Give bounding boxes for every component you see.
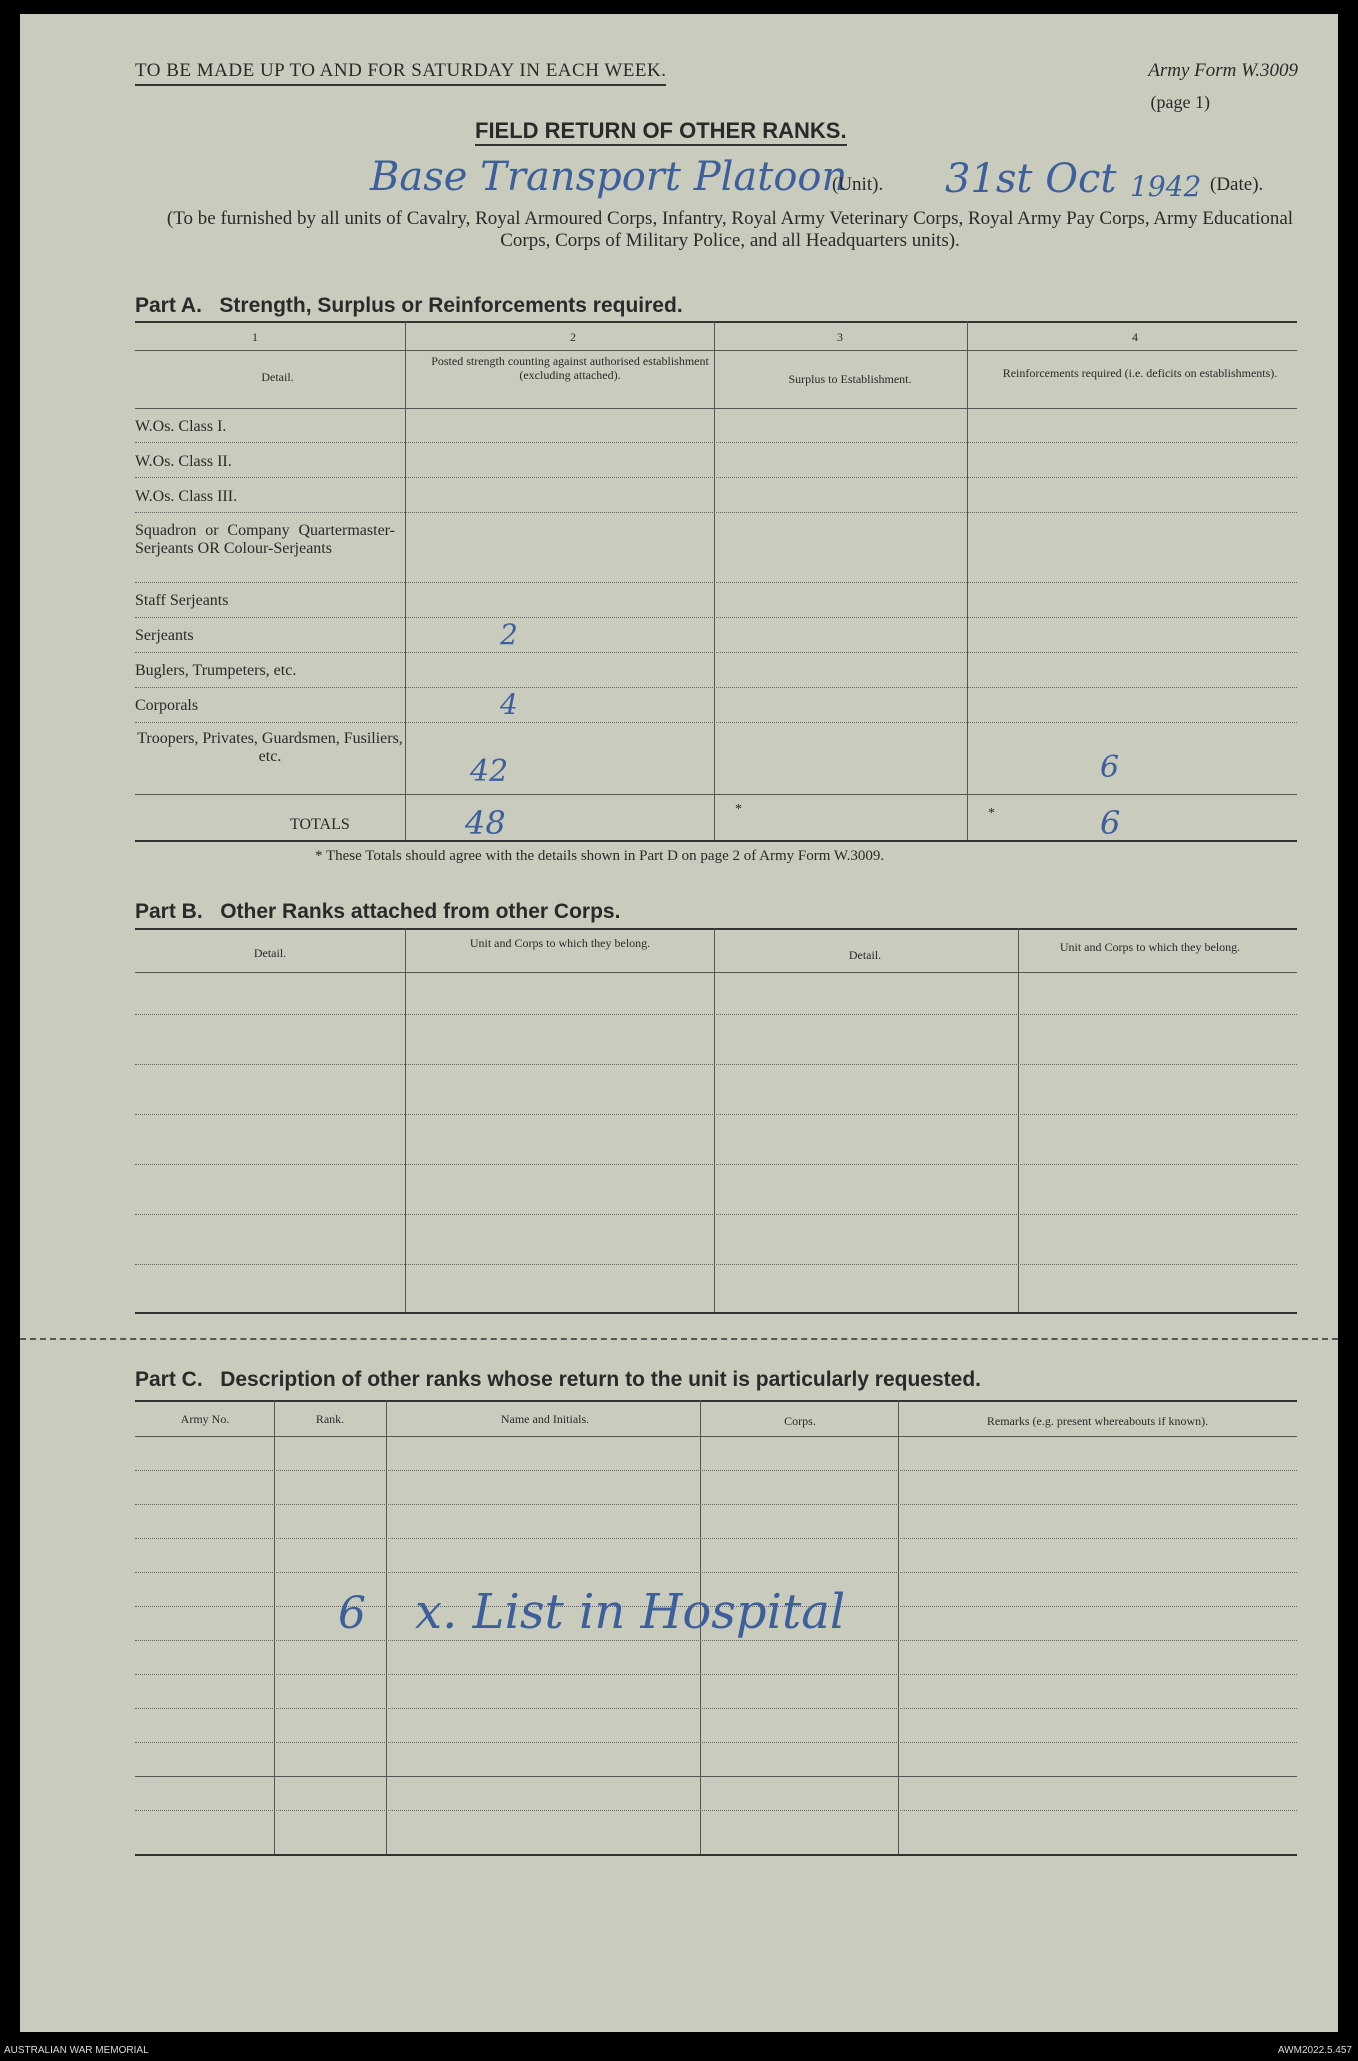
- row-corporals: Corporals: [135, 697, 199, 714]
- serjeants-posted: 2: [500, 618, 518, 651]
- part-b-header-unit-1: Unit and Corps to which they belong.: [469, 936, 651, 950]
- row-troopers: Troopers, Privates, Guardsmen, Fusiliers, etc.: [137, 730, 403, 765]
- part-c-header-name: Name and Initials.: [500, 1412, 590, 1426]
- part-c-title: Part C. Description of other ranks whose return to the unit is particularly requested.: [135, 1368, 981, 1391]
- part-b-header-detail-1: Detail.: [253, 946, 287, 960]
- date-value: 31st Oct: [945, 156, 1117, 202]
- part-a-title: Part A. Strength, Surplus or Reinforcements required.: [135, 294, 683, 317]
- row-wo-class-2: W.Os. Class II.: [135, 453, 232, 470]
- row-cqms: Squadron or Company Quartermaster-Serjeants OR Colour-Serjeants: [135, 522, 395, 557]
- form-title: FIELD RETURN OF OTHER RANKS.: [475, 118, 847, 146]
- header-posted-strength: Posted strength counting against authorised establishment (excluding attached).: [431, 354, 709, 382]
- row-serjeants: Serjeants: [135, 627, 194, 644]
- part-b-header-unit-2: Unit and Corps to which they belong.: [1059, 940, 1241, 954]
- row-wo-class-3: W.Os. Class III.: [135, 488, 238, 505]
- part-c-header-remarks: Remarks (e.g. present whereabouts if known).: [986, 1414, 1209, 1428]
- form-id: Army Form W.3009: [1148, 60, 1298, 81]
- row-staff-serjeants: Staff Serjeants: [135, 592, 229, 609]
- form-description: (To be furnished by all units of Cavalry, Royal Armoured Corps, Infantry, Royal Army Veterinary Corps, Royal Army Pay Corps, Army Educational Corps, Corps of Military Police, and all Headquarters units).: [166, 208, 1294, 251]
- reinf-asterisk: *: [988, 806, 995, 821]
- form-page: [20, 14, 1338, 2032]
- header-surplus: Surplus to Establishment.: [788, 372, 912, 386]
- unit-value: Base Transport Platoon: [370, 154, 848, 200]
- handwritten-note: x. List in Hospital: [415, 1584, 846, 1640]
- part-b-title: Part B. Other Ranks attached from other Corps.: [135, 900, 621, 923]
- row-buglers: Buglers, Trumpeters, etc.: [135, 662, 297, 679]
- handwritten-rank: 6: [338, 1588, 366, 1639]
- part-a-footnote: * These Totals should agree with the details shown in Part D on page 2 of Army Form W.3009.: [315, 848, 885, 864]
- date-label: (Date).: [1210, 174, 1264, 195]
- corporals-posted: 4: [500, 688, 518, 721]
- top-instruction: TO BE MADE UP TO AND FOR SATURDAY IN EACH WEEK.: [135, 60, 666, 86]
- col-number-4: 4: [1132, 330, 1138, 344]
- totals-reinf: 6: [1100, 804, 1121, 842]
- unit-label: (Unit).: [832, 174, 884, 195]
- troopers-posted: 42: [470, 754, 509, 789]
- part-c-header-rank: Rank.: [315, 1412, 345, 1426]
- totals-label: TOTALS: [290, 816, 350, 833]
- year-value: 1942: [1130, 170, 1202, 203]
- troopers-reinf: 6: [1100, 750, 1120, 785]
- totals-posted: 48: [465, 804, 506, 842]
- perforation-line: [20, 1338, 1338, 1340]
- footer-left: AUSTRALIAN WAR MEMORIAL: [4, 2045, 149, 2056]
- row-wo-class-1: W.Os. Class I.: [135, 418, 227, 435]
- part-b-header-detail-2: Detail.: [848, 948, 882, 962]
- header-reinforcements: Reinforcements required (i.e. deficits on establishments).: [1002, 366, 1278, 380]
- col-number-2: 2: [570, 330, 576, 344]
- header-detail: Detail.: [261, 370, 294, 384]
- footer-right: AWM2022.5.457: [1277, 2045, 1352, 2056]
- page-note: (page 1): [1150, 92, 1210, 112]
- col-number-3: 3: [837, 330, 843, 344]
- surplus-asterisk: *: [735, 802, 742, 817]
- part-c-header-army-no: Army No.: [180, 1412, 230, 1426]
- part-c-header-corps: Corps.: [784, 1414, 816, 1428]
- col-number-1: 1: [252, 330, 258, 344]
